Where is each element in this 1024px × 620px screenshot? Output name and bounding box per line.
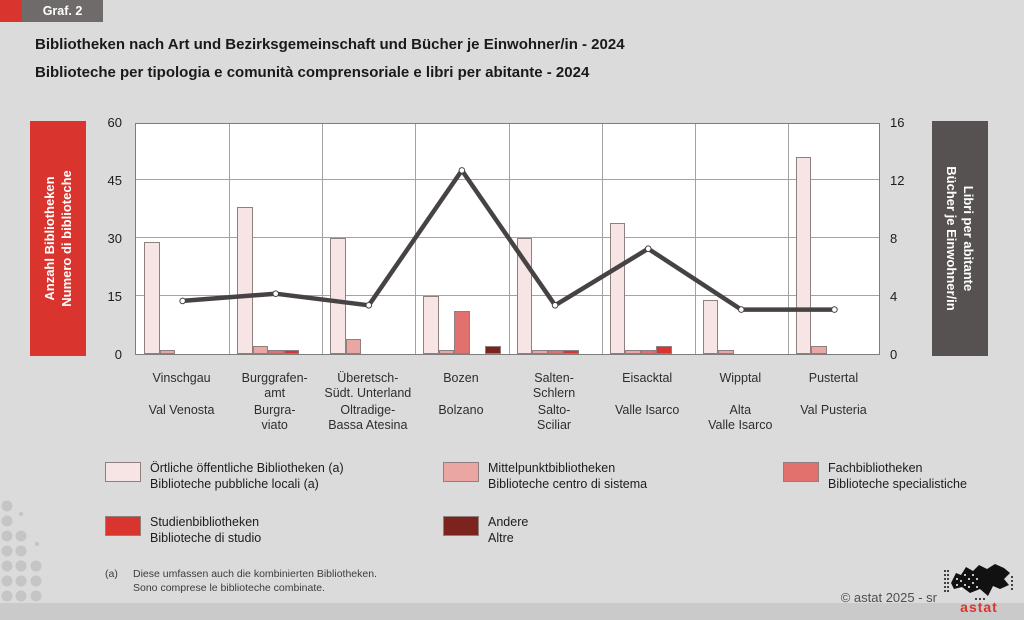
- title-italian: Biblioteche per tipologia e comunità comprensoriale e libri per abitante - 2024: [35, 64, 590, 81]
- tick-left-45: 45: [107, 173, 122, 188]
- astat-logo-map-icon: [943, 561, 1015, 601]
- line-marker-1: [273, 291, 279, 297]
- tick-left-30: 30: [107, 231, 122, 246]
- footnote-de: Diese umfassen auch die kombinierten Bibliotheken.: [133, 568, 377, 580]
- bottom-strip: [0, 603, 1024, 620]
- legend-swatch-2: [783, 462, 819, 482]
- corner-dots-pattern: [0, 498, 60, 603]
- title-german: Bibliotheken nach Art und Bezirksgemeinschaft und Bücher je Einwohner/in - 2024: [35, 36, 625, 53]
- legend-label-4: Andere Altre: [488, 515, 529, 545]
- line-marker-2: [366, 303, 372, 309]
- category-label-it-5: Valle Isarco: [614, 403, 680, 417]
- tick-left-60: 60: [107, 115, 122, 130]
- legend-swatch-4: [443, 516, 479, 536]
- copyright-text: © astat 2025 - sr: [840, 590, 937, 605]
- astat-logo-text: astat: [960, 599, 998, 615]
- footnote: [105, 567, 377, 595]
- category-label-it-7: Val Pusteria: [800, 403, 867, 417]
- tick-right-8: 8: [890, 231, 898, 246]
- footnote-text: [133, 567, 377, 595]
- line-marker-5: [645, 246, 651, 252]
- category-label-it-6: Alta Valle Isarco: [708, 403, 773, 432]
- category-label-it-3: Bolzano: [438, 403, 484, 417]
- tick-left-0: 0: [114, 347, 122, 362]
- tick-right-12: 12: [890, 173, 905, 188]
- tick-right-16: 16: [890, 115, 905, 130]
- books-per-inhabitant-line: [136, 124, 881, 356]
- category-label-it-0: Val Venosta: [148, 403, 215, 417]
- category-label-de-4: Salten- Schlern: [532, 371, 576, 400]
- category-label-7: [787, 371, 880, 433]
- line-marker-6: [739, 307, 745, 313]
- left-axis-label-de: Anzahl Bibliotheken: [42, 176, 57, 301]
- category-label-de-1: Burggrafen- amt: [241, 371, 308, 400]
- legend-swatch-1: [443, 462, 479, 482]
- astat-logo: [943, 561, 1015, 616]
- line-marker-7: [832, 307, 838, 313]
- category-axis-labels: [135, 371, 880, 433]
- category-label-de-7: Pustertal: [808, 371, 859, 385]
- right-axis-ticks: [890, 0, 924, 620]
- category-label-4: [508, 371, 601, 433]
- category-label-it-2: Oltradige- Bassa Atesina: [328, 403, 408, 432]
- legend-swatch-0: [105, 462, 141, 482]
- line-marker-3: [459, 168, 465, 174]
- category-label-0: [135, 371, 228, 433]
- left-axis-label: [30, 121, 86, 356]
- graf-label: Graf. 2: [42, 4, 83, 18]
- legend-swatch-3: [105, 516, 141, 536]
- line-marker-4: [552, 303, 558, 309]
- category-label-de-2: Überetsch- Südt. Unterland: [324, 371, 412, 400]
- tick-right-0: 0: [890, 347, 898, 362]
- category-label-it-4: Salto- Sciliar: [537, 403, 572, 432]
- category-label-de-0: Vinschgau: [152, 371, 211, 385]
- legend-label-0: Örtliche öffentliche Bibliotheken (a) Biblioteche pubbliche locali (a): [150, 461, 344, 491]
- graf-red-square: [0, 0, 22, 22]
- plot-area: [135, 123, 880, 355]
- left-axis-label-box: [30, 121, 86, 356]
- tick-left-15: 15: [107, 289, 122, 304]
- legend-label-3: Studienbibliotheken Biblioteche di studio: [150, 515, 262, 545]
- category-label-6: [694, 371, 787, 433]
- category-label-5: [601, 371, 694, 433]
- right-axis-label-de: Bücher je Einwohner/in: [944, 166, 959, 311]
- category-label-de-6: Wipptal: [719, 371, 762, 385]
- tick-right-4: 4: [890, 289, 898, 304]
- right-axis-label-box: [932, 121, 988, 356]
- legend-label-2: Fachbibliotheken Biblioteche specialistiche: [828, 461, 967, 491]
- category-label-de-3: Bozen: [443, 371, 479, 385]
- right-axis-label-it: Libri per abitante: [961, 185, 976, 292]
- legend-label-1: Mittelpunktbibliotheken Biblioteche centro di sistema: [488, 461, 648, 491]
- footnote-it: Sono comprese le biblioteche combinate.: [133, 582, 326, 594]
- footnote-marker: (a): [105, 568, 118, 580]
- category-label-it-1: Burgra- viato: [253, 403, 296, 432]
- category-label-1: [228, 371, 321, 433]
- left-axis-label-it: Numero di biblioteche: [59, 170, 74, 307]
- category-label-3: [414, 371, 507, 433]
- category-label-2: [321, 371, 414, 433]
- category-label-de-5: Eisacktal: [622, 371, 673, 385]
- line-marker-0: [180, 298, 186, 304]
- right-axis-label: [932, 121, 988, 356]
